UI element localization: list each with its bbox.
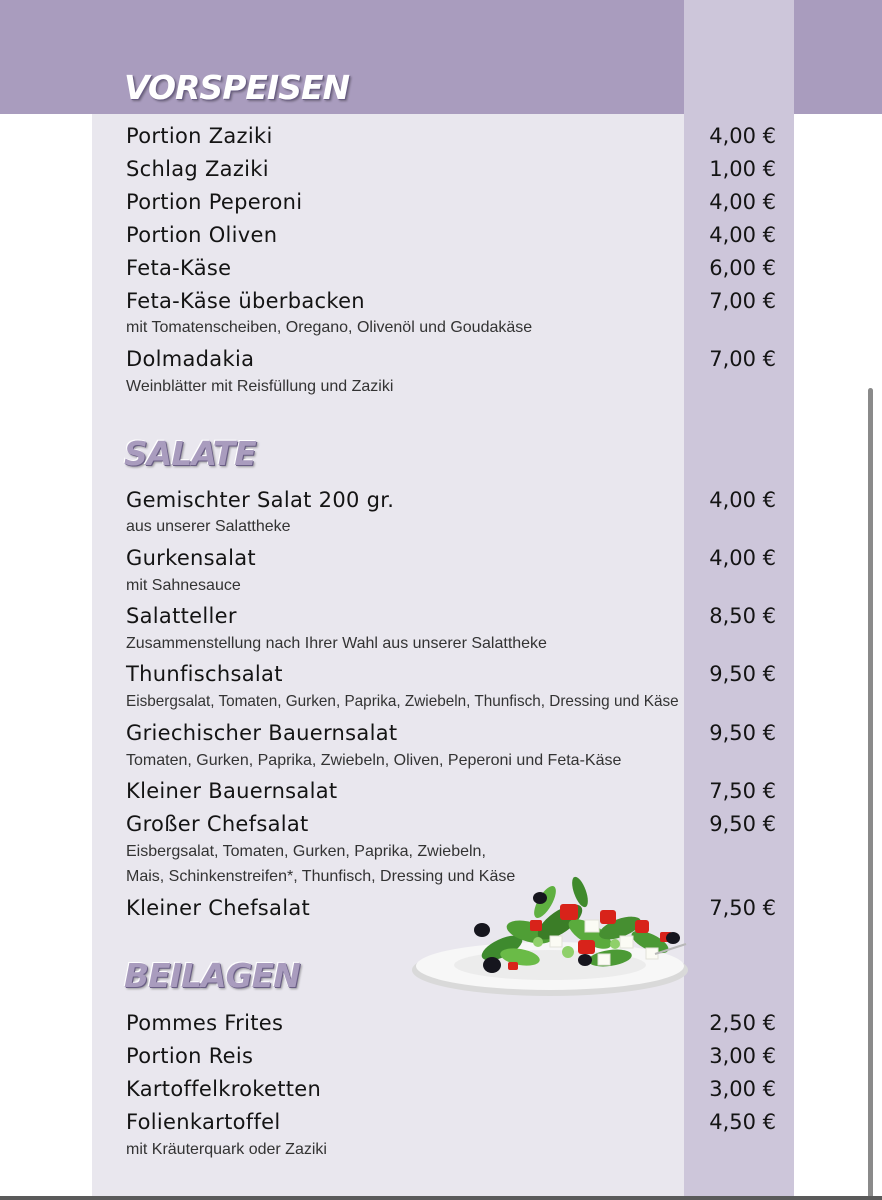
menu-item-name: Portion Zaziki xyxy=(126,124,273,148)
menu-item-description: mit Sahnesauce xyxy=(126,577,241,594)
menu-item-name: Portion Peperoni xyxy=(126,190,303,214)
menu-item-name: Portion Reis xyxy=(126,1044,254,1068)
menu-item-description: mit Tomatenscheiben, Oregano, Olivenöl und Goudakäse xyxy=(126,319,533,336)
menu-item-description: Tomaten, Gurken, Paprika, Zwiebeln, Oliven, Peperoni und Feta-Käse xyxy=(126,752,622,769)
menu-item-name: Gemischter Salat 200 gr. xyxy=(126,488,395,512)
salad-plate-image xyxy=(410,862,688,1002)
menu-item-name: Kartoffelkroketten xyxy=(126,1077,322,1101)
menu-item-price: 7,00 € xyxy=(709,289,776,313)
section-title-salate: SALATE xyxy=(124,434,256,473)
menu-item-description: Eisbergsalat, Tomaten, Gurken, Paprika, Zwiebeln, Thunfisch, Dressing und Käse xyxy=(126,693,679,710)
menu-item-name: Thunfischsalat xyxy=(126,662,283,686)
menu-item-name: Großer Chefsalat xyxy=(126,812,309,836)
menu-item-price: 9,50 € xyxy=(709,812,776,836)
menu-item-price: 1,00 € xyxy=(709,157,776,181)
menu-item-price: 4,00 € xyxy=(709,223,776,247)
menu-item-price: 4,00 € xyxy=(709,488,776,512)
menu-item-price: 4,50 € xyxy=(709,1110,776,1134)
menu-item-name: Griechischer Bauernsalat xyxy=(126,721,398,745)
menu-item-price: 6,00 € xyxy=(709,256,776,280)
menu-item-name: Kleiner Chefsalat xyxy=(126,896,311,920)
menu-item-price: 4,00 € xyxy=(709,124,776,148)
menu-item-description: mit Kräuterquark oder Zaziki xyxy=(126,1141,327,1158)
scrollbar[interactable] xyxy=(868,388,873,1200)
menu-item-price: 4,00 € xyxy=(709,546,776,570)
menu-item-description: Mais, Schinkenstreifen*, Thunfisch, Dressing und Käse xyxy=(126,868,516,885)
menu-item-name: Gurkensalat xyxy=(126,546,256,570)
menu-item-name: Salatteller xyxy=(126,604,237,628)
menu-item-description: Eisbergsalat, Tomaten, Gurken, Paprika, Zwiebeln, xyxy=(126,843,486,860)
menu-item-price: 7,00 € xyxy=(709,347,776,371)
menu-item-name: Schlag Zaziki xyxy=(126,157,269,181)
menu-item-name: Feta-Käse überbacken xyxy=(126,289,365,313)
menu-item-price: 9,50 € xyxy=(709,662,776,686)
menu-item-price: 7,50 € xyxy=(709,779,776,803)
menu-item-name: Folienkartoffel xyxy=(126,1110,281,1134)
bottom-edge xyxy=(0,1196,882,1200)
section-title-beilagen: BEILAGEN xyxy=(124,956,300,995)
menu-item-price: 3,00 € xyxy=(709,1077,776,1101)
menu-item-name: Feta-Käse xyxy=(126,256,232,280)
menu-item-price: 3,00 € xyxy=(709,1044,776,1068)
section-title-vorspeisen: VORSPEISEN xyxy=(124,68,350,107)
menu-item-name: Portion Oliven xyxy=(126,223,278,247)
menu-item-description: Zusammenstellung nach Ihrer Wahl aus unserer Salattheke xyxy=(126,635,547,652)
menu-item-description: aus unserer Salattheke xyxy=(126,518,291,535)
menu-item-price: 9,50 € xyxy=(709,721,776,745)
menu-item-price: 7,50 € xyxy=(709,896,776,920)
menu-item-name: Dolmadakia xyxy=(126,347,255,371)
menu-item-description: Weinblätter mit Reisfüllung und Zaziki xyxy=(126,378,394,395)
menu-item-price: 8,50 € xyxy=(709,604,776,628)
menu-item-price: 4,00 € xyxy=(709,190,776,214)
menu-item-price: 2,50 € xyxy=(709,1011,776,1035)
menu-item-name: Kleiner Bauernsalat xyxy=(126,779,338,803)
menu-item-name: Pommes Frites xyxy=(126,1011,284,1035)
